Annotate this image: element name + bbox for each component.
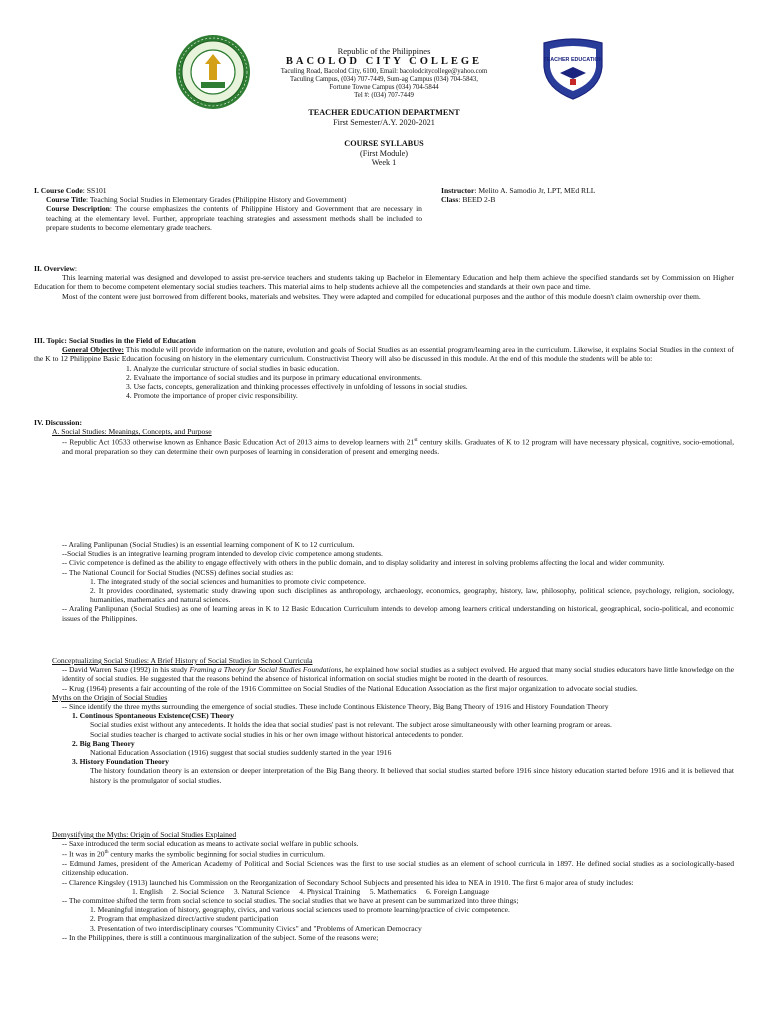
major-areas-line: 1. English 2. Social Science 3. Natural Science 4. Physical Training 5. Mathematics 6. Foreign Language	[132, 886, 490, 896]
general-objective-text: This module will provide information on the nature, evolution and goals of Social Studies as an essential program/learning area in the curriculum. Likewise, it explains Social Studies in the context of the K to 12 Philippine Basic Education focusing on history in the elementary curriculum. Constructivist Theory will also be discussed in this module. At the end of this module the students will be able to:	[34, 345, 734, 364]
department-title: TEACHER EDUCATION DEPARTMENT	[308, 108, 460, 117]
department-block	[200, 108, 568, 127]
section-b	[34, 656, 734, 785]
myths-intro: -- Since identify the three myths surrounding the emergence of social studies. These include Continous Ekistence Theory, Big Bang Theory of 1916 and History Foundation Theory	[62, 702, 609, 712]
saxe-study-title: Framing a Theory for Social Studies Foundations	[189, 665, 342, 675]
instructor-label: Instructor	[441, 186, 475, 195]
list-item: -- Civic competence is defined as the ability to engage effectively with others in the public domain, and to display solidarity and interest in solving problems affecting the local and wider community.	[62, 558, 665, 568]
teacher-education-logo-text: TEACHER EDUCATION	[543, 57, 603, 63]
section-a-items	[34, 540, 734, 577]
course-info	[34, 186, 422, 232]
section-a-heading: A. Social Studies: Meanings, Concepts, and Purpose	[52, 427, 212, 437]
demystifying-heading: Demystifying the Myths: Origin of Social Studies Explained	[52, 830, 237, 839]
course-code-label: I. Course Code	[34, 186, 83, 195]
section-a-paragraph-1	[34, 436, 734, 456]
address-line-3: Fortune Towne Campus (034) 704-5844	[329, 84, 439, 91]
kingsley-item: -- Clarence Kingsley (1913) launched his Commission on the Reorganization of Secondary School Subjects and presented his idea to NEA in 1910. The first 6 major area of study includes:	[62, 877, 634, 887]
objectives-list	[34, 364, 734, 401]
objective-item: 4. Promote the importance of proper civic responsibility.	[126, 391, 298, 401]
ncss-list	[34, 577, 734, 605]
course-description-label: Course Description	[46, 204, 110, 214]
list-item: -- The National Council for Social Studies (NCSS) defines social studies as:	[62, 567, 294, 577]
myth-1-line-2: Social studies teacher is charged to activate social studies in his or her own image without historical antecedents to ponder.	[90, 729, 464, 739]
course-code: : SS101	[82, 186, 107, 195]
topic-heading: III. Topic: Social Studies in the Field of Education	[34, 336, 196, 345]
myth-1-line-1: Social studies exist without any antecedents. It holds the idea that social studies' past is not relevant. The subject arose simultaneously with other learning program or areas.	[90, 720, 612, 730]
overview-heading-colon: :	[74, 264, 78, 273]
week-line: Week 1	[371, 158, 397, 168]
college-name: BACOLOD CITY COLLEGE	[285, 56, 483, 67]
general-objective-label: General Objective:	[62, 345, 124, 355]
myth-3-title: 3. History Foundation Theory	[72, 757, 169, 767]
edmund-james-item: -- Edmund James, president of the American Academy of Political and Social Sciences was the first to use social studies as an element of school curricula in 1897. He defined social studies as a sociologically-based citizenship education.	[62, 859, 734, 878]
telephone-line: Tel #: (034) 707-7449	[354, 92, 414, 99]
ra-text-pre: -- Republic Act 10533 otherwise known as Enhance Basic Education Act of 2013 aims to develop learners with 21	[62, 437, 415, 447]
objective-item: 3. Use facts, concepts, generalization and thinking processes effectively in unfolding of lessons in social studies.	[126, 382, 468, 392]
three-things-item: 2. Program that emphasized direct/active student participation	[90, 914, 279, 924]
myth-3-line-1: The history foundation theory is an extension or deeper interpretation of the Big Bang theory. It believed that social studies started before 1916 since history education started before 1916 and it is believed that history is the promulgator of social studies.	[90, 766, 734, 785]
course-code-line	[34, 186, 422, 195]
myth-2-line-1: National Education Association (1916) suggest that social studies suddenly started in the year 1916	[90, 748, 392, 758]
century-post: century marks the symbolic beginning for social studies in curriculum.	[108, 849, 326, 859]
philippines-item: -- In the Philippines, there is still a continuous marginalization of the subject. Some of the reasons were;	[62, 932, 379, 942]
discussion-heading: IV. Discussion:	[34, 418, 82, 427]
letterhead	[200, 46, 568, 100]
twentieth-century-item	[34, 848, 734, 859]
module-line: (First Module)	[360, 148, 408, 158]
overview-paragraph-2: Most of the content were just borrowed from different books, materials and websites. They were adapted and compiled for educational purposes and the author of this module doesn't claim ownership over them.	[62, 291, 701, 301]
course-title: : Teaching Social Studies in Elementary Grades (Philippine History and Government)	[86, 195, 347, 205]
krug-paragraph: -- Krug (1964) presents a fair accounting of the role of the 1916 Committee on Social Studies of the National Education Association as the first major organization to advocate social studies.	[62, 683, 638, 693]
overview-section	[34, 264, 734, 301]
section-b-heading: Conceptualizing Social Studies: A Brief History of Social Studies in School Curricula	[52, 656, 313, 665]
list-item: -- Araling Panlipunan (Social Studies) is an essential learning component of K to 12 curriculum.	[62, 540, 355, 549]
syllabus-title-block	[200, 139, 568, 168]
section-a-continued	[34, 540, 734, 623]
section-a-last: -- Araling Panlipunan (Social Studies) as one of learning areas in K to 12 Basic Education Curriculum intends to develop among learners critical understanding on historical, geographical, socio-political, and economic issues of the Philippines.	[62, 604, 734, 623]
address-line-2: Taculing Campus, (034) 707-7449, Sum-ag Campus (034) 704-5843,	[290, 76, 478, 83]
instructor-name: : Melito A. Samodio Jr, LPT, MEd RLL	[474, 186, 596, 195]
course-description-line	[34, 204, 422, 232]
ra-text-post: century skills. Graduates of K to 12 program will have necessary physical, cognitive, socio-emotional, and moral preparation so they can determine their own purposes of learning in consideration of present and emerging needs.	[62, 437, 735, 457]
saxe-term-item: -- Saxe introduced the term social education as means to activate social welfare in public schools.	[62, 839, 359, 849]
instructor-info	[441, 186, 741, 204]
semester-line: First Semester/A.Y. 2020-2021	[333, 117, 435, 127]
committee-item: -- The committee shifted the term from social science to social studies. The social studies that we have at present can be summarized into three things;	[62, 895, 519, 905]
ncss-item: 2. It provides coordinated, systematic study drawing upon such disciplines as anthropology, archaeology, economics, geography, history, law, philosophy, political science, psychology, religion, sociology, humanities, mathematics and natural sciences.	[90, 586, 734, 605]
republic-line: Republic of the Philippines	[337, 46, 431, 56]
discussion-section	[34, 418, 734, 456]
ncss-item: 1. The integrated study of the social sciences and humanities to promote civic competence.	[90, 576, 366, 586]
syllabus-title: COURSE SYLLABUS	[344, 139, 424, 148]
course-title-line	[34, 195, 422, 204]
myth-2-title: 2. Big Bang Theory	[72, 738, 135, 748]
general-objective	[34, 345, 734, 363]
objective-item: 2. Evaluate the importance of social studies and its purpose in primary educational environments.	[126, 372, 422, 382]
objective-item: 1. Analyze the curricular structure of social studies in basic education.	[126, 363, 339, 373]
century-pre: -- It was in 20	[62, 849, 105, 859]
saxe-post: , he explained how social studies as a subject evolved. He argued that many social studies educators have little knowledge on the identity of social studies. He suggested that the reasons behind the absence of historical information on social studies might be rooted in the dearth of resources.	[62, 665, 734, 684]
overview-heading-line	[34, 264, 734, 273]
saxe-pre: -- David Warren Saxe (1992) in his study	[62, 665, 190, 675]
overview-heading: II. Overview	[34, 264, 75, 273]
overview-paragraph-1: This learning material was designed and developed to assist pre-service teachers and students taking up Bachelor in Elementary Education and help them achieve the specified standards set by Commission on Higher Education for them to become competent elementary social studies teachers. This material aims to help students achieve all the competencies and standards at their own pace and time.	[34, 273, 734, 292]
class-label: Class	[441, 195, 459, 205]
class-value: : BEED 2-B	[458, 195, 496, 205]
address-line-1: Taculing Road, Bacolod City, 6100, Email: bacolodcitycollege@yahoo.com	[280, 68, 488, 75]
saxe-paragraph	[34, 665, 734, 683]
list-item: --Social Studies is an integrative learning program intended to develop civic competence among students.	[62, 549, 383, 559]
instructor-line	[441, 186, 741, 195]
century-sup: th	[104, 850, 109, 856]
demystifying-section	[34, 830, 734, 942]
topic-section	[34, 336, 734, 400]
ra-text-sup: st	[414, 438, 418, 444]
three-things-item: 3. Presentation of two interdisciplinary courses "Community Civics" and "Problems of American Democracy	[90, 923, 422, 933]
three-things-list	[34, 905, 734, 933]
three-things-item: 1. Meaningful integration of history, geography, civics, and various social sciences used to promote learning/practice of civic competence.	[90, 905, 510, 915]
class-line	[441, 195, 741, 204]
myths-heading: Myths on the Origin of Social Studies	[52, 692, 168, 702]
course-description: : The course emphasizes the contents of Philippine History and Government that are necessary in teaching at the elementary level. Further, appropriate teaching strategies and assessment methods shall be included to prepare students to become elementary grade teachers.	[46, 204, 422, 232]
course-title-label: Course Title	[46, 195, 87, 205]
myth-1-title: 1. Continous Spontaneous Existence(CSE) Theory	[72, 711, 235, 721]
